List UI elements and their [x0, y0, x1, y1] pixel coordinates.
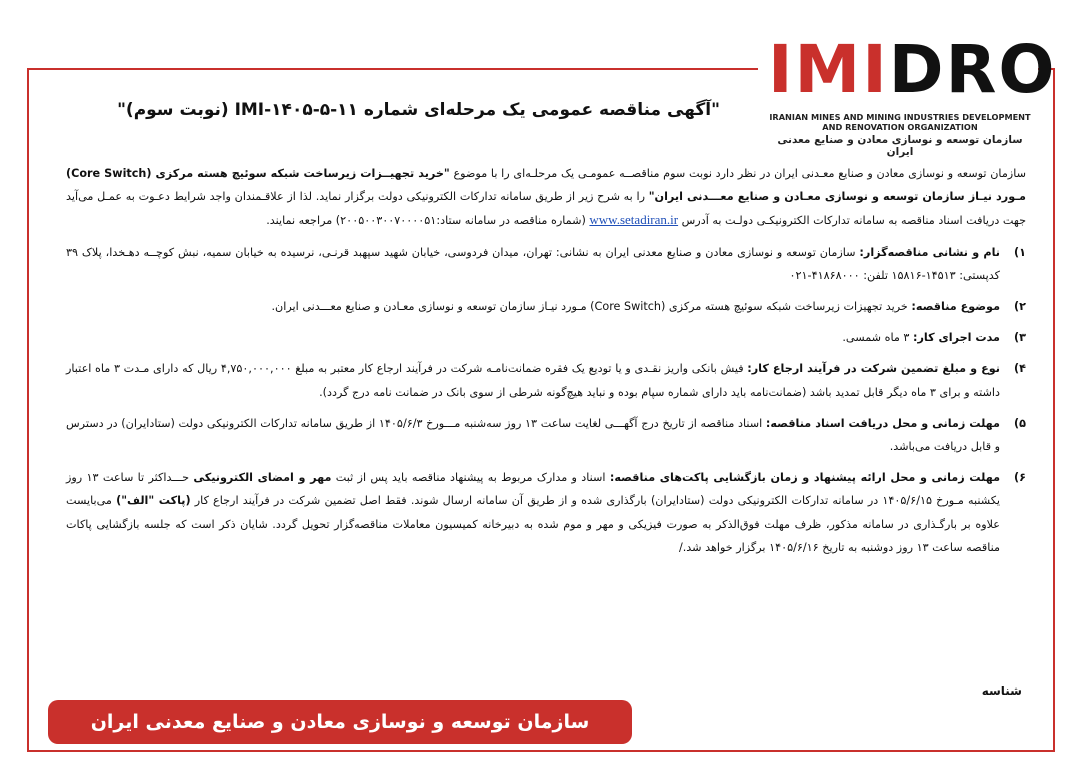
intro-subject: "خرید تجهیــزات زیرساخت شبکه سوئیچ هسته مرکزی (Core Switch) مـورد نیـاز سازمان توسعه و نوسازی معـادن و صنایع معـــدنی ایران"	[66, 167, 1026, 204]
list-item	[66, 466, 1026, 559]
list-item	[66, 357, 1026, 403]
item-label: مدت اجرای کار:	[913, 331, 1000, 345]
list-item	[66, 241, 1026, 287]
intro-text-3: (شماره مناقصه در سامانه ستاد:۲۰۰۵۰۰۳۰۰۷۰۰۰۰۵۱) مراجعه نمایند.	[266, 214, 590, 228]
intro-text-1: سازمان توسعه و نوسازی معادن و صنایع معـدنی ایران در نظر دارد نوبت سوم مناقصــه عمومـی یک مرحلـه‌ای را با موضوع	[449, 167, 1026, 180]
item-number: ۴)	[1014, 362, 1026, 376]
logo-persian-name: سازمان توسعه و نوسازی معادن و صنایع معدنی ایران	[777, 134, 1023, 158]
list-item	[66, 412, 1026, 458]
item-number: ۶)	[1014, 471, 1026, 485]
item-label: نام و نشانی مناقصه‌گزار:	[859, 245, 1000, 259]
list-item	[66, 326, 1026, 349]
item-bold-envelope: (پاکت "الف")	[116, 494, 191, 508]
logo-wordmark	[768, 31, 1057, 108]
item-number: ۳)	[1014, 331, 1026, 345]
item-number: ۲)	[1014, 300, 1026, 314]
setadiran-link[interactable]: www.setadiran.ir	[589, 212, 679, 228]
item-text: سازمان توسعه و نوسازی معادن و صنایع معدنی ایران به نشانی: تهران، میدان فردوسی، خیابان شهید سپهبد قرنـی، نرسیده به خیابان سمیه، نبش کوچــه دهـخدا، پلاک ۳۹ کدپستی: ۱۴۵۱۳-۱۵۸۱۶ تلفن: ۴۱۸۶۸۰۰۰-۰۲۱	[66, 245, 1000, 282]
organization-logo	[758, 31, 1057, 158]
item-text: اسناد و مدارک مربوط به پیشنهاد مناقصه باید پس از ثبت	[331, 471, 610, 485]
item-text-2: حـــداکثر تا ساعت ۱۳ روز یکشنبه مـورخ ۱۴۰۵/۶/۱۵ در سامانه تدارکات الکترونیکی دولت (ستادایران) بارگذاری شده و از طریق آن سامانه ارسال شوند. فقط اصل تضمین شرکت در فرآیند ارجاع کار	[66, 471, 1001, 508]
item-text-3: می‌بایست علاوه بر بارگـذاری در سامانه مذکور، ظرف مهلت فوق‌الذکر به صورت فیزیکی و مهر و موم شده به دبیرخانه کمیسیون معاملات مناقصه‌گزار تحویل گردد. شایان ذکر است که جلسه بازگشایی پاکات مناقصه ساعت ۱۳ روز دوشنبه به تاریخ ۱۴۰۵/۶/۱۶ برگزار خواهد شد./	[66, 494, 1000, 554]
item-label: نوع و مبلغ تضمین شرکت در فرآیند ارجاع کار:	[747, 362, 1000, 376]
logo-english-name: IRANIAN MINES AND MINING INDUSTRIES DEVELOPMENT AND RENOVATION ORGANIZATION	[769, 112, 1031, 132]
notice-body	[66, 162, 1026, 567]
item-text: اسناد مناقصه از تاریخ درج آگهـــی لغایت ساعت ۱۳ روز سه‌شنبه مـــورخ ۱۴۰۵/۶/۳ از طریق سامانه تدارکات الکترونیکی دولت (ستادایران) در دسترس و قابل دریافت می‌باشد.	[66, 416, 1000, 454]
intro-text-2: را به شرح زیر از طریق سامانه تدارکات الکترونیکی دولت برگزار نماید. لذا از علاقـمندان واجد شرایط دعـوت به عمـل می‌آید جهت دریافت اسناد مناقصه به سامانه تدارکات الکترونیکـی دولـت به آدرس	[66, 190, 1026, 228]
item-text: خرید تجهیزات زیرساخت شبکه سوئیچ هسته مرکزی (Core Switch) مـورد نیـاز سازمان توسعه و نوسازی معـادن و صنایع معـــدنی ایران.	[271, 300, 912, 314]
item-text: ۳ ماه شمسی.	[842, 331, 913, 345]
item-text: فیش بانکی واریز نقـدی و یا تودیع یک فقره ضمانت‌نامـه شرکت در فرآیند ارجاع کار معتبر به مبلغ ۴,۷۵۰,۰۰۰,۰۰۰ ریال که دارای مـدت ۳ ماه اعتبار داشته و برای ۳ ماه دیگر قابل تمدید باشد (ضمانت‌نامه باید دارای شماره سپام بوده و نباید هیچ‌گونه شرطی از سوی بانک در ضمانت نامه درج گردد).	[66, 362, 1000, 399]
item-bold-signature: مهر و امضای الکترونیکی	[193, 471, 332, 485]
list-item	[66, 295, 1026, 318]
item-label: مهلت زمانی و محل دریافت اسناد مناقصه:	[765, 416, 1000, 430]
logo-dro: DRO	[888, 31, 1057, 108]
organization-banner: سازمان توسعه و نوسازی معادن و صنایع معدنی ایران	[48, 700, 632, 744]
intro-paragraph	[66, 162, 1026, 233]
item-label: موضوع مناقصه:	[911, 300, 1000, 314]
logo-imi: IMI	[768, 31, 889, 108]
item-number: ۱)	[1014, 245, 1026, 259]
page-title: "آگهی مناقصه عمومی یک مرحله‌ای شماره IMI-۱۴۰۵-۵-۱۱ (نوبت سوم)"	[117, 100, 720, 120]
item-label: مهلت زمانی و محل ارائه پیشنهاد و زمان بازگشایی پاکت‌های مناقصه:	[609, 471, 1001, 485]
signature-label: شناسه	[981, 684, 1022, 698]
item-number: ۵)	[1014, 416, 1026, 430]
